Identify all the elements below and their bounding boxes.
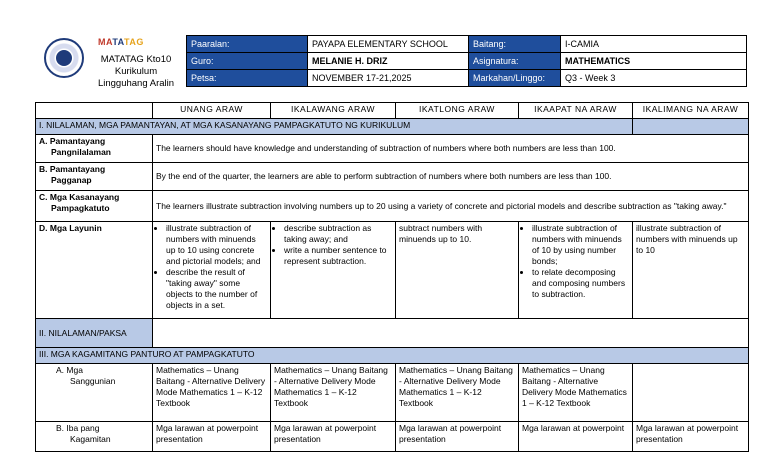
objective-item: • write a number sentence to represent subtraction. (284, 245, 392, 267)
day-4-header: IKAAPAT NA ARAW (519, 103, 633, 119)
header-row (187, 36, 747, 53)
date-label: Petsa: (187, 70, 308, 87)
learning-competencies-text: The learners illustrate subtraction involving numbers up to 20 using a variety of concrete and pictorial models and describe subtraction as "taking away." (153, 191, 749, 222)
section-1-title: I. NILALAMAN, MGA PAMANTAYAN, AT MGA KASANAYANG PAMPAGKATUTO NG KURIKULUM (36, 119, 633, 135)
row-performance-standard (36, 163, 749, 191)
row-references (36, 364, 749, 422)
section-2-row (36, 319, 749, 348)
row-learning-competencies (36, 191, 749, 222)
references-day-3: Mathematics – Unang Baitang - Alternative Delivery Mode Mathematics 1 – K-12 Textbook (396, 364, 519, 422)
row-objectives (36, 222, 749, 319)
grade-label: Baitang: (469, 36, 561, 53)
teacher-label: Guro: (187, 53, 308, 70)
content-standard-text: The learners should have knowledge and understanding of subtraction of numbers where both numbers are less than 100. (153, 135, 749, 163)
quarter-label: Markahan/Linggo: (469, 70, 561, 87)
brand-line-2: Kurikulum (114, 66, 158, 77)
day-2-header: IKALAWANG ARAW (271, 103, 396, 119)
objectives-label: D. Mga Layunin (36, 222, 153, 319)
materials-day-4: Mga larawan at powerpoint (519, 422, 633, 452)
date-value: NOVEMBER 17-21,2025 (308, 70, 469, 87)
objectives-day-1 (153, 222, 271, 319)
section-2-title: II. NILALAMAN/PAKSA (36, 319, 153, 348)
performance-standard-label: B. Pamantayang Pagganap (36, 163, 153, 191)
objective-item: • illustrate subtraction of numbers with minuends up to 10 using concrete and pictorial models; and (166, 223, 267, 267)
matatag-logo: MATATAG (98, 37, 144, 47)
lesson-plan-table (35, 102, 749, 452)
references-label: A. Mga Sanggunian (36, 364, 153, 422)
section-3-title: III. MGA KAGAMITANG PANTURO AT PAMPAGKATUTO (36, 348, 749, 364)
brand-line-1: MATATAG Kto10 (100, 54, 172, 65)
section-1-blank (633, 119, 749, 135)
references-day-4: Mathematics – Unang Baitang - Alternative Delivery Mode Mathematics 1 – K-12 Textbook (519, 364, 633, 422)
materials-day-1: Mga larawan at powerpoint presentation (153, 422, 271, 452)
objective-item: • describe the result of "taking away" some objects to the number of objects in a set. (166, 267, 267, 311)
objectives-day-4 (519, 222, 633, 319)
objective-item: • to relate decomposing and composing numbers to subtraction. (532, 267, 629, 300)
blank-corner (36, 103, 153, 119)
objective-item: • illustrate subtraction of numbers with minuends of 10 by using number bonds; (532, 223, 629, 267)
learning-competencies-label: C. Mga Kasanayang Pampagkatuto (36, 191, 153, 222)
subject-value: MATHEMATICS (561, 53, 747, 70)
day-header-row (36, 103, 749, 119)
objective-item: • describe subtraction as taking away; and (284, 223, 392, 245)
header-row (187, 53, 747, 70)
header-info-table (186, 35, 747, 87)
header-row (187, 70, 747, 87)
school-value: PAYAPA ELEMENTARY SCHOOL (308, 36, 469, 53)
section-3-row (36, 348, 749, 364)
teacher-value: MELANIE H. DRIZ (308, 53, 469, 70)
materials-day-5: Mga larawan at powerpoint presentation (633, 422, 749, 452)
section-1-row (36, 119, 749, 135)
section-2-content (153, 319, 749, 348)
objectives-day-5: illustrate subtraction of numbers with minuends up to 10 (633, 222, 749, 319)
subject-label: Asignatura: (469, 53, 561, 70)
performance-standard-text: By the end of the quarter, the learners are able to perform subtraction of numbers where both numbers are less than 100. (153, 163, 749, 191)
day-1-header: UNANG ARAW (153, 103, 271, 119)
objectives-day-3: subtract numbers with minuends up to 10. (396, 222, 519, 319)
grade-value: I-CAMIA (561, 36, 747, 53)
materials-day-2: Mga larawan at powerpoint presentation (271, 422, 396, 452)
content-standard-label: A. Pamantayang Pangnilalaman (36, 135, 153, 163)
references-day-1: Mathematics – Unang Baitang - Alternative Delivery Mode Mathematics 1 – K-12 Textbook (153, 364, 271, 422)
day-5-header: IKALIMANG NA ARAW (633, 103, 749, 119)
row-other-materials (36, 422, 749, 452)
day-3-header: IKATLONG ARAW (396, 103, 519, 119)
deped-seal-center (56, 50, 72, 66)
school-label: Paaralan: (187, 36, 308, 53)
objectives-day-2 (271, 222, 396, 319)
brand-line-3: Lingguhang Aralin (97, 78, 175, 89)
references-day-2: Mathematics – Unang Baitang - Alternative Delivery Mode Mathematics 1 – K-12 Textbook (271, 364, 396, 422)
other-materials-label: B. Iba pang Kagamitan (36, 422, 153, 452)
brand-lines (88, 54, 184, 90)
row-content-standard (36, 135, 749, 163)
quarter-value: Q3 - Week 3 (561, 70, 747, 87)
materials-day-3: Mga larawan at powerpoint presentation (396, 422, 519, 452)
references-day-5 (633, 364, 749, 422)
